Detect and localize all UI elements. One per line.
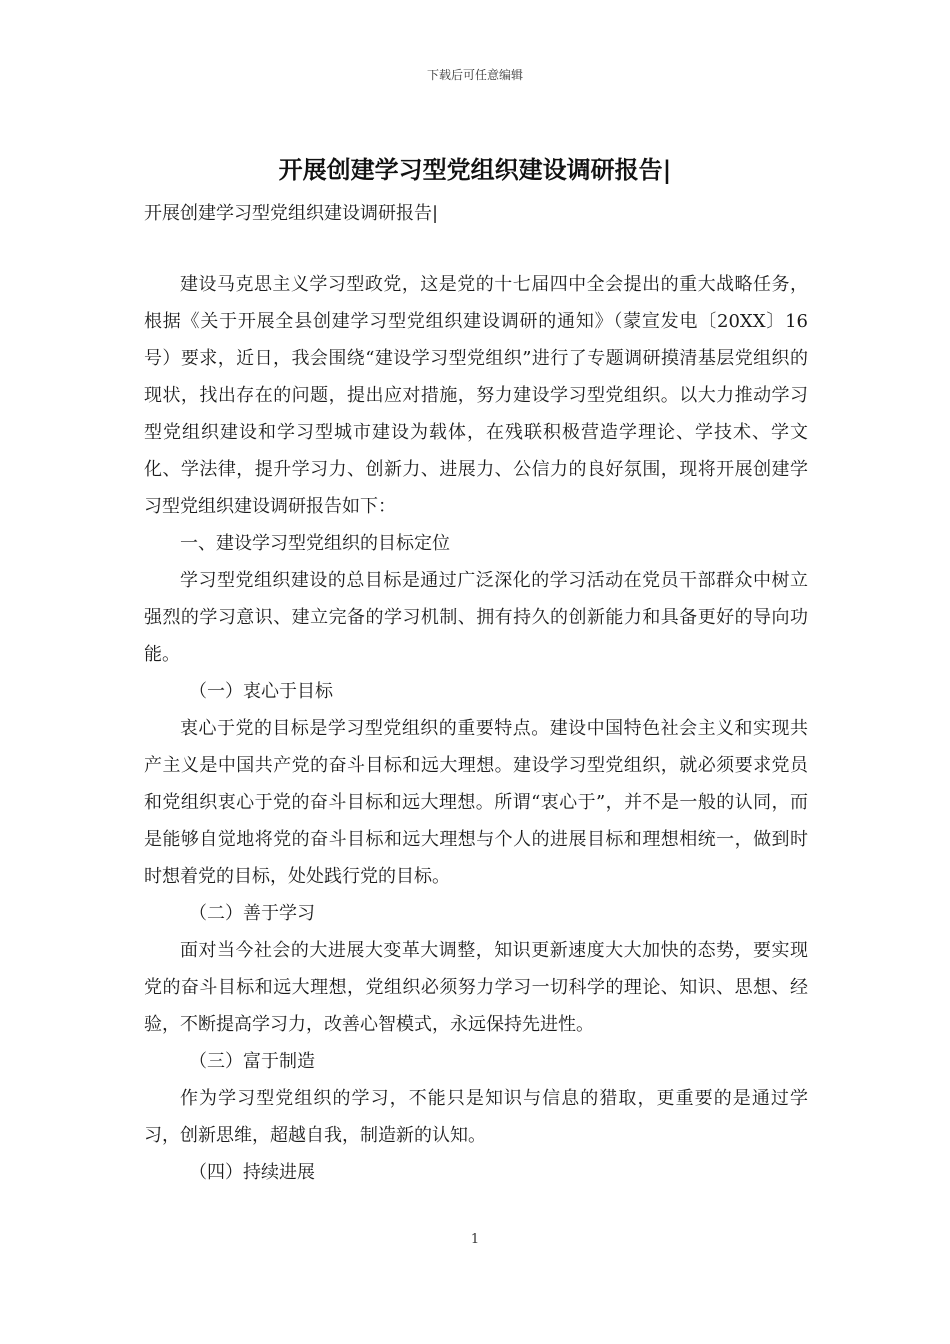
- header-note: 下载后可任意编辑: [426, 68, 523, 82]
- page-number: 1: [470, 1232, 480, 1247]
- paragraph: 衷心于党的目标是学习型党组织的重要特点。建设中国特色社会主义和实现共产主义是中国共产党的奋斗目标和远大理想。建设学习型党组织，就必须要求党员和党组织衷心于党的奋斗目标和远大理想。所谓“衷心于”，并不是一般的认同，而是能够自觉地将党的奋斗目标和远大理想与个人的进展目标和理想相统一，做到时时想着党的目标，处处践行党的目标。: [144, 718, 808, 887]
- document-body: [144, 266, 808, 1191]
- paragraph: 建设马克思主义学习型政党，这是党的十七届四中全会提出的重大战略任务，根据《关于开展全县创建学习型党组织建设调研的通知》（蒙宣发电〔20XX〕16号）要求，近日，我会围绕“建设学习型党组织”进行了专题调研摸清基层党组织的现状，找出存在的问题，提出应对措施，努力建设学习型党组织。以大力推动学习型党组织建设和学习型城市建设为载体，在残联积极营造学理论、学技术、学文化、学法律，提升学习力、创新力、进展力、公信力的良好氛围，现将开展创建学习型党组织建设调研报告如下：: [144, 274, 808, 517]
- document-title: 开展创建学习型党组织建设调研报告|: [278, 155, 672, 184]
- paragraph: 作为学习型党组织的学习，不能只是知识与信息的猎取，更重要的是通过学习，创新思维，超越自我，制造新的认知。: [144, 1088, 808, 1146]
- document-subtitle: 开展创建学习型党组织建设调研报告|: [144, 203, 439, 224]
- subsection-heading: （三）富于制造: [189, 1051, 315, 1072]
- paragraph: 学习型党组织建设的总目标是通过广泛深化的学习活动在党员干部群众中树立强烈的学习意识、建立完备的学习机制、拥有持久的创新能力和具备更好的导向功能。: [144, 570, 808, 665]
- paragraph: 面对当今社会的大进展大变革大调整，知识更新速度大大加快的态势，要实现党的奋斗目标和远大理想，党组织必须努力学习一切科学的理论、知识、思想、经验，不断提高学习力，改善心智模式，永远保持先进性。: [144, 940, 808, 1035]
- subsection-heading: （四）持续进展: [189, 1162, 315, 1183]
- subsection-heading: （二）善于学习: [189, 903, 315, 924]
- section-heading: 一、建设学习型党组织的目标定位: [180, 533, 450, 554]
- subsection-heading: （一）衷心于目标: [189, 681, 333, 702]
